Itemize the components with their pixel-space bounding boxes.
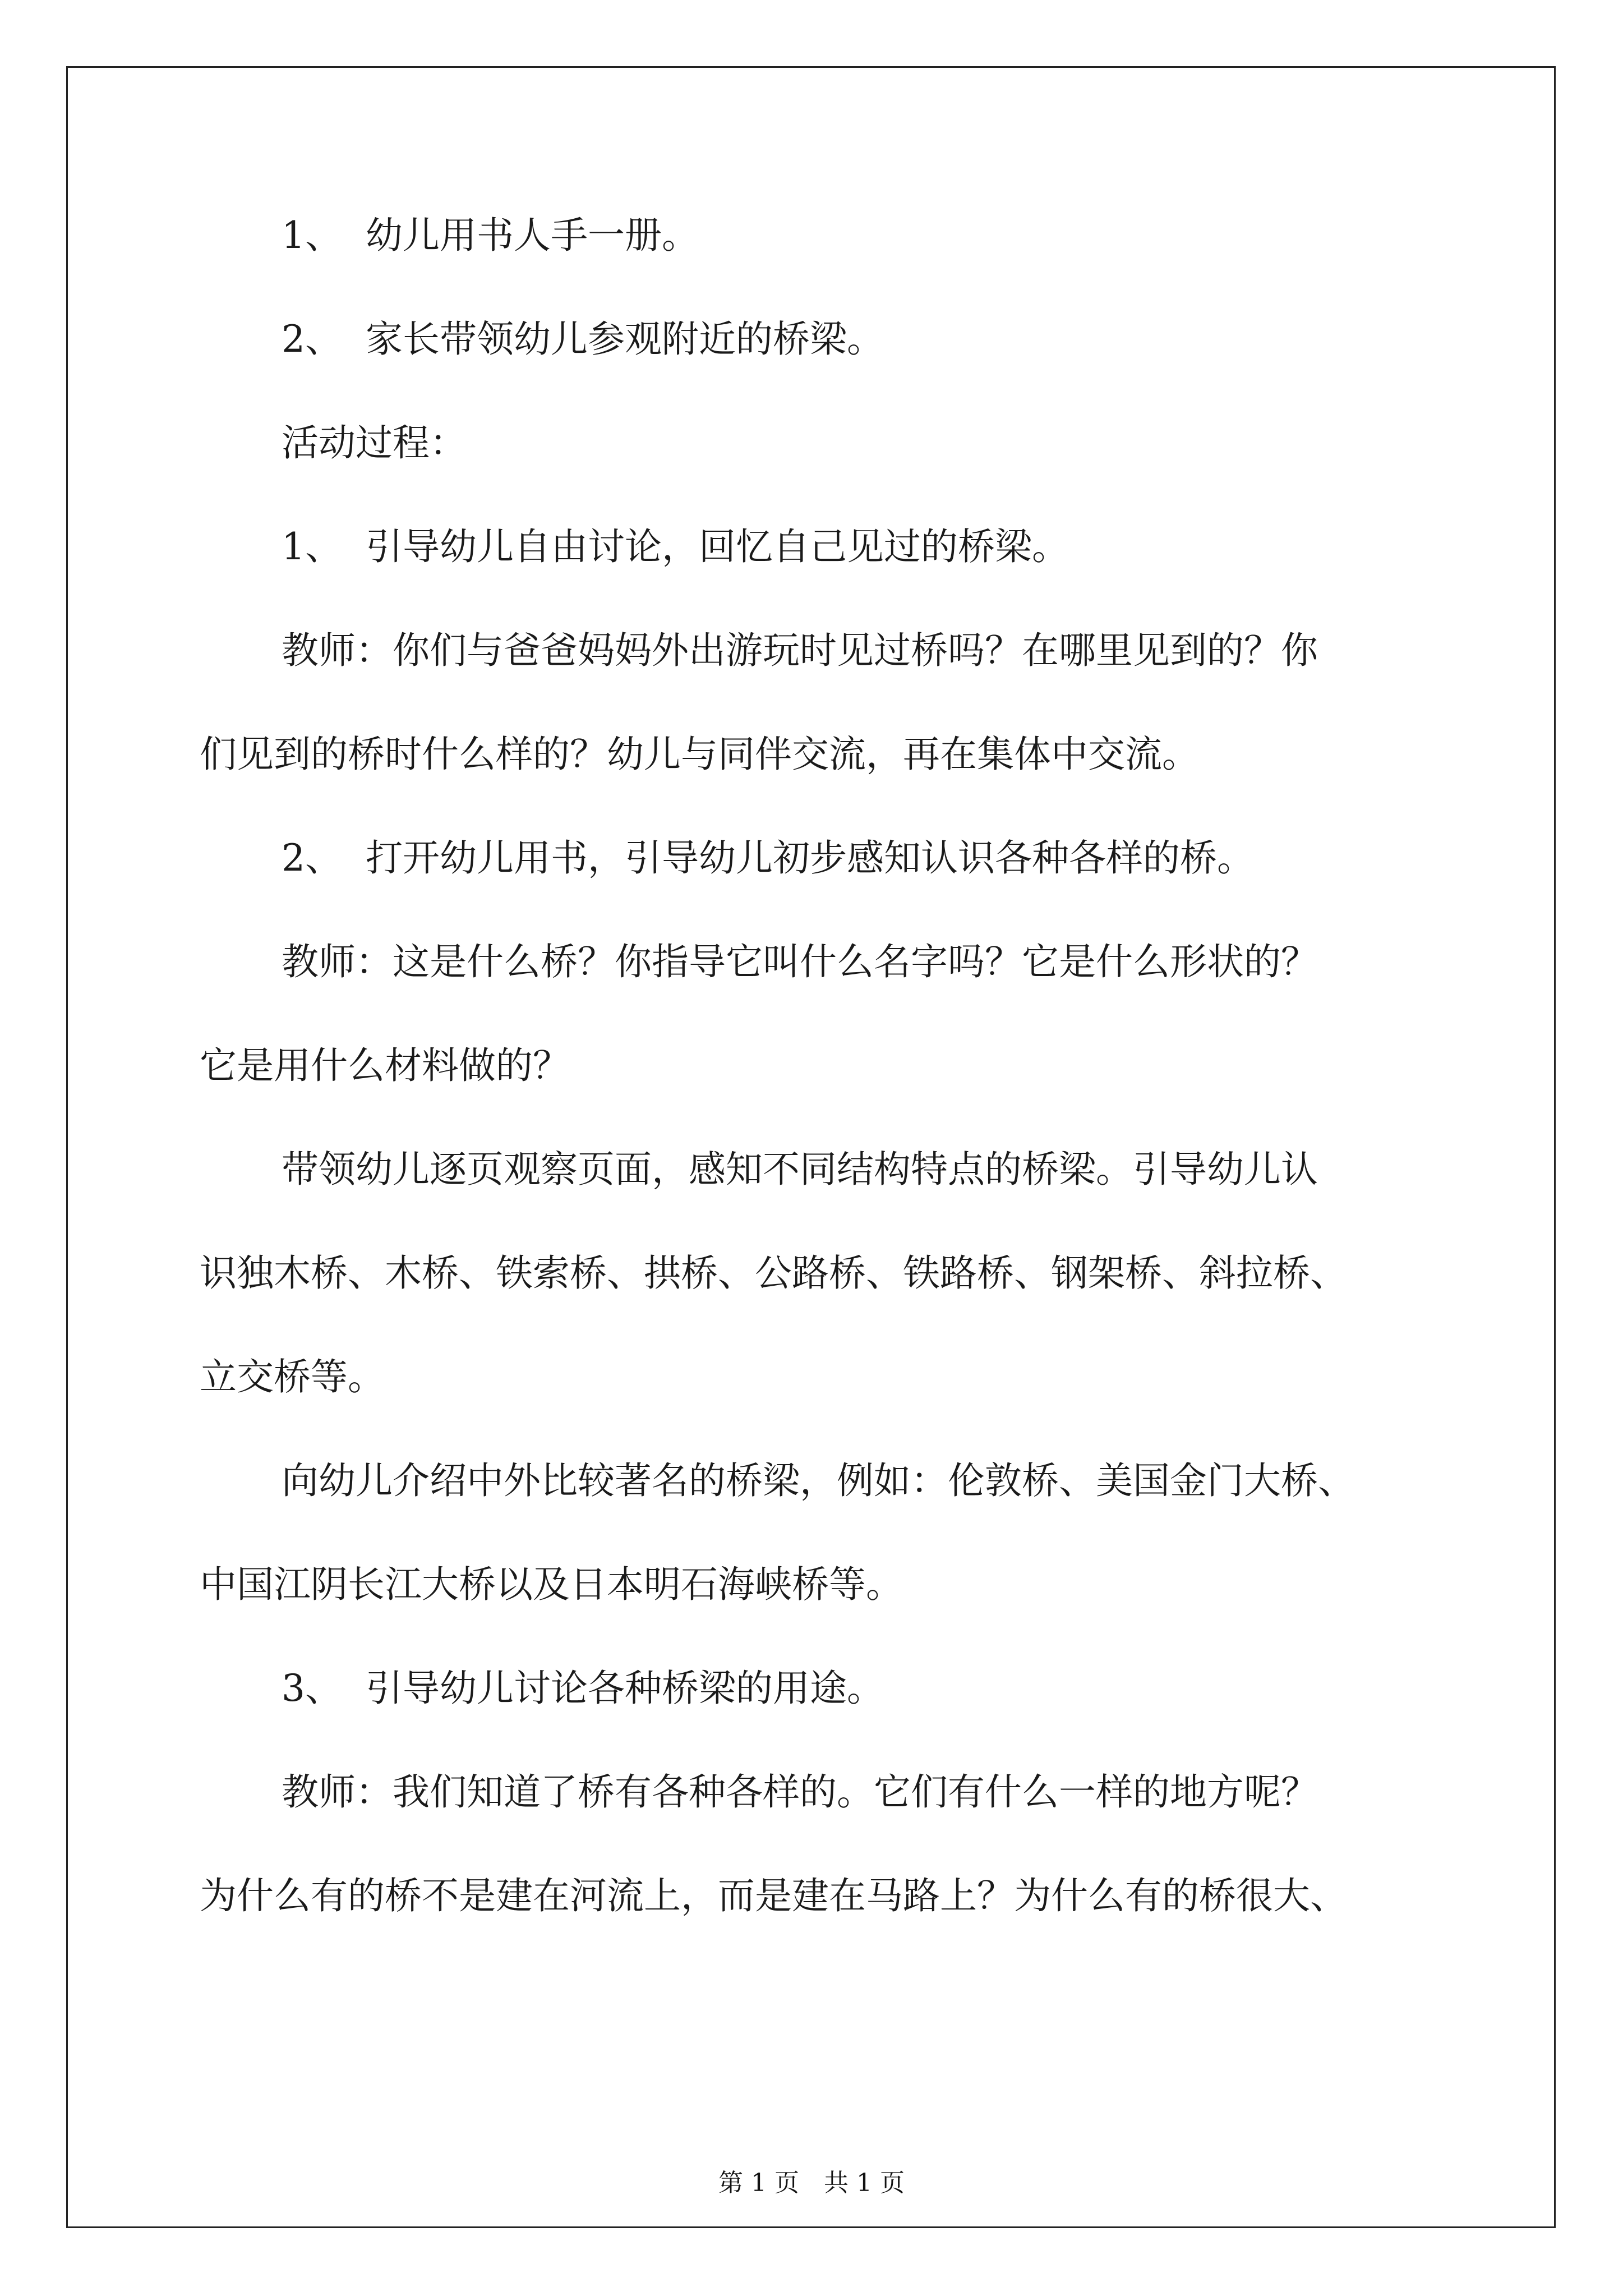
page-footer: 第 1 页 共 1 页 — [718, 2169, 905, 2197]
section-heading: 活动过程： — [282, 421, 467, 464]
paragraph-6 — [282, 833, 1254, 884]
paragraph-text: 幼儿用书人手一册。 — [366, 214, 699, 257]
paragraph-line: 教师：我们知道了桥有各种各样的。它们有什么一样的地方呢？ — [282, 1770, 1318, 1814]
list-number: 1、 — [282, 214, 342, 257]
paragraph-line: 们见到的桥时什么样的？幼儿与同伴交流，再在集体中交流。 — [200, 733, 1199, 776]
paragraph-line: 中国江阴长江大桥以及日本明石海峡桥等。 — [200, 1563, 903, 1606]
paragraph-4 — [282, 522, 1069, 572]
paragraph-line: 识独木桥、木桥、铁索桥、拱桥、公路桥、铁路桥、钢架桥、斜拉桥、 — [200, 1251, 1347, 1295]
paragraph-10 — [282, 1663, 884, 1714]
paragraph-line: 向幼儿介绍中外比较著名的桥梁，例如：伦敦桥、美国金门大桥、 — [282, 1459, 1355, 1502]
list-number: 3、 — [282, 1667, 342, 1710]
paragraph-text: 引导幼儿自由讨论，回忆自己见过的桥梁。 — [366, 525, 1069, 568]
list-number: 2、 — [282, 836, 342, 880]
paragraph-line: 它是用什么材料做的？ — [200, 1044, 570, 1087]
paragraph-text: 打开幼儿用书，引导幼儿初步感知认识各种各样的桥。 — [366, 836, 1254, 880]
paragraph-line: 教师：这是什么桥？你指导它叫什么名字吗？它是什么形状的？ — [282, 940, 1318, 983]
paragraph-text: 家长带领幼儿参观附近的桥梁。 — [366, 318, 884, 361]
paragraph-1 — [282, 210, 699, 261]
list-number: 2、 — [282, 318, 342, 361]
list-number: 1、 — [282, 525, 342, 568]
paragraph-line: 教师：你们与爸爸妈妈外出游玩时见过桥吗？在哪里见到的？你 — [282, 629, 1318, 672]
paragraph-line: 立交桥等。 — [200, 1355, 385, 1398]
paragraph-text: 引导幼儿讨论各种桥梁的用途。 — [366, 1667, 884, 1710]
paragraph-line: 为什么有的桥不是建在河流上，而是建在马路上？为什么有的桥很大、 — [200, 1874, 1347, 1917]
paragraph-line: 带领幼儿逐页观察页面，感知不同结构特点的桥梁。引导幼儿认 — [282, 1148, 1318, 1191]
paragraph-2 — [282, 314, 884, 365]
